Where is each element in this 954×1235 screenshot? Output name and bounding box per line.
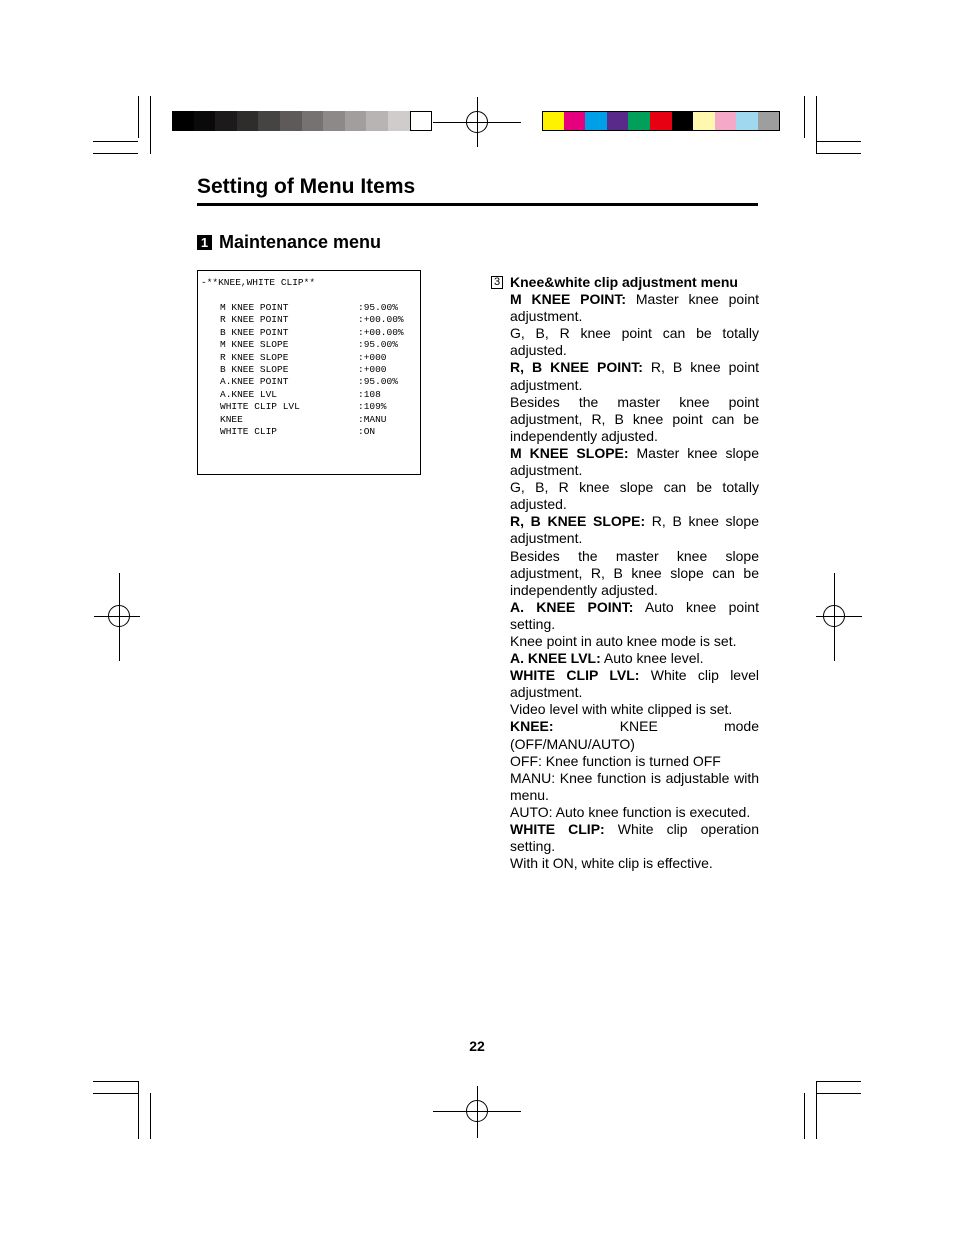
- section-heading: [197, 232, 381, 253]
- menu-row-label: M KNEE SLOPE: [220, 339, 289, 351]
- menu-row-value: :95.00%: [358, 376, 398, 388]
- gray-swatch: [345, 111, 367, 131]
- menu-row-label: R KNEE POINT: [220, 314, 289, 326]
- menu-row-value: :+00.00%: [358, 326, 404, 338]
- term-description: G, B, R knee point can be totally adjusted.: [510, 325, 759, 359]
- menu-row-value: :+00.00%: [358, 314, 404, 326]
- description-paragraph: [510, 513, 759, 547]
- gray-swatch: [410, 111, 432, 131]
- section-number-badge: 1: [197, 235, 212, 250]
- description-items: [491, 291, 759, 872]
- menu-row-value: :+000: [358, 364, 387, 375]
- description-paragraph: [510, 804, 759, 821]
- subsection-heading: [491, 274, 759, 291]
- gray-swatch: [258, 111, 280, 131]
- menu-row-value: :109%: [358, 401, 387, 413]
- description-paragraph: [510, 291, 759, 325]
- term-description: R, B knee point adjustment.: [510, 359, 759, 393]
- menu-row-label: A.KNEE POINT: [220, 376, 289, 388]
- menu-row-value: :95.00%: [358, 302, 398, 313]
- term-label: A. KNEE LVL:: [510, 650, 601, 667]
- description-paragraph: [510, 359, 759, 393]
- term-label: WHITE CLIP LVL:: [510, 667, 640, 684]
- gray-swatch: [172, 111, 194, 131]
- term-description: Video level with white clipped is set.: [510, 701, 733, 718]
- description-paragraph: [510, 650, 759, 667]
- term-label: KNEE:: [510, 718, 554, 735]
- description-column: [491, 274, 759, 872]
- description-paragraph: [510, 599, 759, 633]
- page-title: Setting of Menu Items: [197, 175, 416, 198]
- description-paragraph: [510, 753, 759, 770]
- color-bar-frame: [542, 111, 780, 131]
- subsection-title: Knee&white clip adjustment menu: [510, 274, 738, 290]
- menu-row-value: :108: [358, 388, 381, 400]
- term-description: AUTO: Auto knee function is executed.: [510, 803, 751, 820]
- gray-swatch: [215, 111, 237, 131]
- term-label: A. KNEE POINT:: [510, 598, 634, 615]
- term-description: Auto knee point setting.: [510, 598, 759, 632]
- term-description: Knee point in auto knee mode is set.: [510, 632, 737, 649]
- gray-swatch: [302, 111, 324, 131]
- menu-row-value: :95.00%: [358, 339, 398, 351]
- term-description: KNEE mode (OFF/MANU/AUTO): [510, 718, 759, 752]
- gray-swatch: [388, 111, 410, 131]
- menu-screen: [197, 270, 421, 475]
- description-paragraph: [510, 479, 759, 513]
- gray-swatch: [323, 111, 345, 131]
- term-description: Besides the master knee point adjustment, R, B knee point can be independently adjusted.: [510, 393, 759, 444]
- term-description: White clip level adjustment.: [510, 667, 759, 701]
- section-title: Maintenance menu: [219, 232, 382, 252]
- term-description: Besides the master knee slope adjustment, R, B knee slope can be independently adjusted.: [510, 547, 759, 598]
- term-description: Auto knee level.: [600, 650, 704, 667]
- menu-row-value: :MANU: [358, 413, 387, 425]
- term-label: M KNEE POINT:: [510, 291, 627, 308]
- term-description: White clip operation setting.: [510, 821, 760, 855]
- description-paragraph: [510, 701, 759, 718]
- subsection-number-badge: 3: [491, 276, 503, 289]
- description-paragraph: [510, 770, 759, 804]
- description-paragraph: [510, 394, 759, 445]
- menu-row-label: B KNEE SLOPE: [220, 364, 289, 375]
- description-paragraph: [510, 633, 759, 650]
- term-description: With it ON, white clip is effective.: [510, 855, 713, 872]
- term-label: WHITE CLIP:: [510, 821, 605, 837]
- term-label: M KNEE SLOPE:: [510, 444, 629, 461]
- title-underline: [197, 203, 758, 206]
- term-label: R, B KNEE POINT:: [510, 359, 643, 376]
- description-paragraph: [510, 325, 759, 359]
- menu-screen-header: -**KNEE,WHITE CLIP**: [201, 277, 316, 288]
- term-description: R, B knee slope adjustment.: [510, 513, 759, 547]
- menu-row-label: WHITE CLIP: [220, 426, 278, 437]
- menu-row-label: M KNEE POINT: [220, 302, 289, 313]
- description-paragraph: [510, 548, 759, 599]
- term-description: OFF: Knee function is turned OFF: [510, 752, 721, 769]
- menu-row-label: B KNEE POINT: [220, 326, 289, 338]
- gray-swatch: [194, 111, 216, 131]
- description-paragraph: [510, 667, 759, 701]
- gray-swatch: [366, 111, 388, 131]
- menu-row-label: WHITE CLIP LVL: [220, 401, 300, 413]
- description-paragraph: [510, 821, 759, 855]
- term-description: G, B, R knee slope can be totally adjusted.: [510, 479, 759, 513]
- menu-row-value: :ON: [358, 426, 376, 437]
- menu-row-label: A.KNEE LVL: [220, 388, 278, 400]
- menu-row-label: KNEE: [220, 413, 243, 425]
- term-description: Master knee point adjustment.: [510, 291, 760, 325]
- page-number: 22: [469, 1038, 485, 1054]
- description-paragraph: [510, 718, 759, 752]
- gray-swatch: [237, 111, 259, 131]
- term-description: MANU: Knee function is adjustable with menu.: [510, 769, 759, 803]
- menu-row-value: :+000: [358, 351, 387, 363]
- gray-swatch: [280, 111, 302, 131]
- description-paragraph: [510, 855, 759, 872]
- menu-row-label: R KNEE SLOPE: [220, 351, 289, 363]
- term-description: Master knee slope adjustment.: [510, 444, 759, 479]
- description-paragraph: [510, 445, 759, 479]
- term-label: R, B KNEE SLOPE:: [510, 513, 646, 530]
